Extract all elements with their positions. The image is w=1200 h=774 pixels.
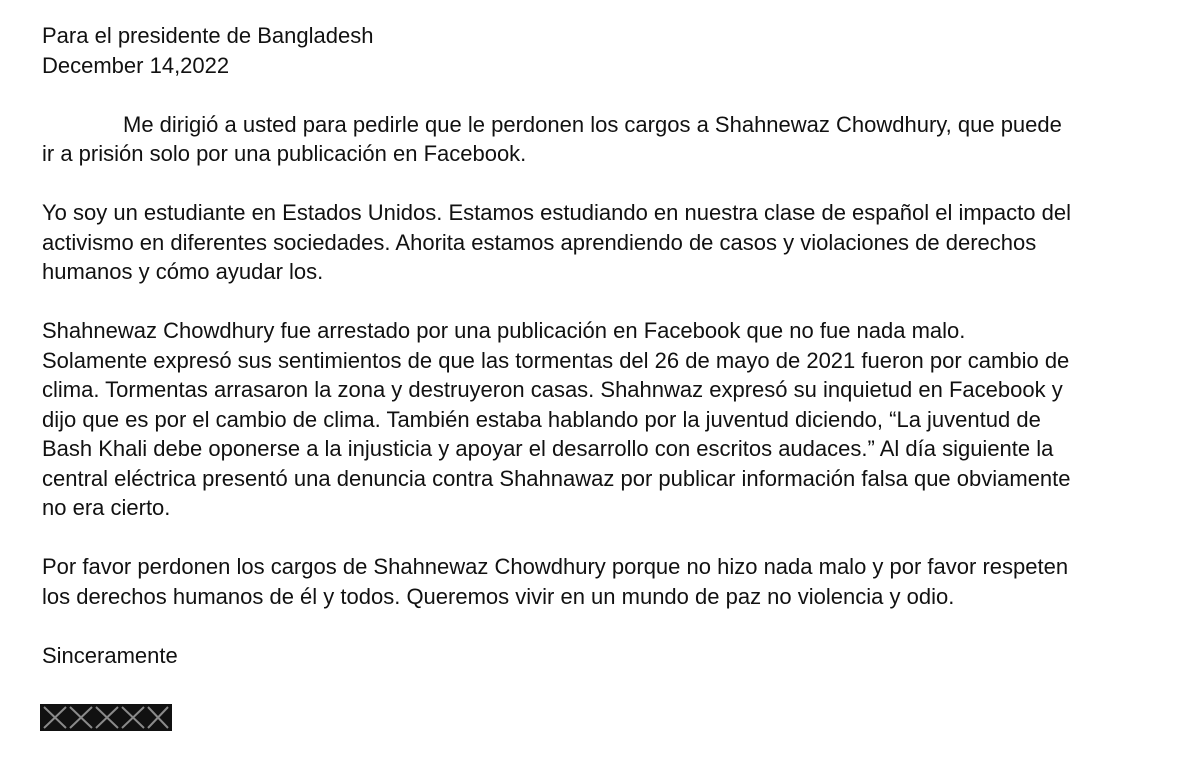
paragraph-context: Yo soy un estudiante en Estados Unidos. Estamos estudiando en nuestra clase de español el impacto del activismo en diferentes sociedades. Ahorita estamos aprendiendo de casos y violaciones de derechos humanos y cómo ayudar los.	[42, 200, 1071, 284]
paragraph-case: Shahnewaz Chowdhury fue arrestado por una publicación en Facebook que no fue nada malo. Solamente expresó sus sentimientos de que las tormentas del 26 de mayo de 2021 fueron por cambio de clima. Tormentas arrasaron la zona y destruyeron casas. Shahnwaz expresó su inquietud en Facebook y dijo que es por el cambio de clima. También estaba hablando por la juventud diciendo, “La juventud de Bash Khali debe oponerse a la injusticia y apoyar el desarrollo con escritos audaces.” Al día siguiente la central eléctrica presentó una denuncia contra Shahnawaz por publicar información falsa que obviamente no era cierto.	[42, 318, 1071, 520]
date-line: December 14,2022	[42, 52, 230, 78]
letter-page	[42, 21, 1122, 670]
spacer	[42, 523, 1122, 553]
redaction-pattern-icon	[40, 704, 172, 731]
redacted-signature	[40, 704, 172, 731]
spacer	[42, 80, 1122, 110]
recipient-line: Para el presidente de Bangladesh	[42, 23, 374, 48]
paragraph-request: Por favor perdonen los cargos de Shahnewaz Chowdhury porque no hizo nada malo y por favor respeten los derechos humanos de él y todos. Queremos vivir en un mundo de paz no violencia y odio.	[42, 554, 1069, 609]
spacer	[42, 611, 1122, 641]
spacer	[42, 169, 1122, 199]
paragraph-intro: Me dirigió a usted para pedirle que le perdonen los cargos a Shahnewaz Chowdhury, que puede ir a prisión solo por una publicación en Facebook.	[42, 111, 1062, 166]
closing-line: Sinceramente	[42, 642, 178, 668]
spacer	[42, 287, 1122, 317]
